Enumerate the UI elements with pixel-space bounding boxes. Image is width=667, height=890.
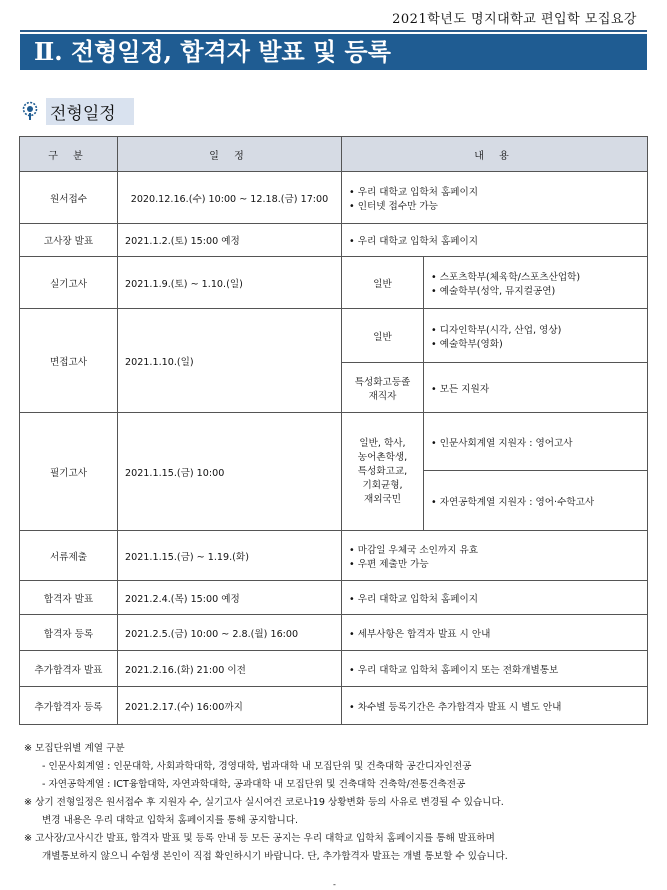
table-row <box>20 581 648 615</box>
row-category: 필기고사 <box>20 413 118 531</box>
schedule-table <box>19 136 648 725</box>
row-content: • 우리 대학교 입학처 홈페이지 <box>342 224 648 257</box>
row-date: 2021.2.16.(화) 21:00 이전 <box>118 651 342 687</box>
table-row <box>20 687 648 725</box>
table-row <box>20 257 648 309</box>
row-date: 2021.2.17.(수) 16:00까지 <box>118 687 342 725</box>
row-category: 서류제출 <box>20 531 118 581</box>
row-content: • 우리 대학교 입학처 홈페이지 • 인터넷 접수만 가능 <box>342 172 648 224</box>
note-item: 변경 내용은 우리 대학교 입학처 홈페이지를 통해 공지합니다. <box>42 815 299 826</box>
row-date: 2020.12.16.(수) 10:00 ~ 12.18.(금) 17:00 <box>118 172 342 224</box>
row-content: • 자연공학계열 지원자 : 영어·수학고사 <box>424 471 648 531</box>
row-date: 2021.1.15.(금) ~ 1.19.(화) <box>118 531 342 581</box>
row-category: 합격자 발표 <box>20 581 118 615</box>
row-date: 2021.1.2.(토) 15:00 예정 <box>118 224 342 257</box>
note-item: - 인문사회계열 : 인문대학, 사회과학대학, 경영대학, 법과대학 내 모집단위 및 건축대학 공간디자인전공 <box>42 761 472 772</box>
row-subcategory: 일반 <box>342 257 424 309</box>
row-content: • 우리 대학교 입학처 홈페이지 <box>342 581 648 615</box>
row-date: 2021.1.15.(금) 10:00 <box>118 413 342 531</box>
row-category: 고사장 발표 <box>20 224 118 257</box>
row-subcategory: 특성화고등졸 재직자 <box>342 363 424 413</box>
table-row <box>20 309 648 363</box>
document-header: 2021학년도 명지대학교 편입학 모집요강 <box>392 12 637 27</box>
row-date: 2021.1.9.(토) ~ 1.10.(일) <box>118 257 342 309</box>
row-content: • 우리 대학교 입학처 홈페이지 또는 전화개별통보 <box>342 651 648 687</box>
row-date: 2021.2.5.(금) 10:00 ~ 2.8.(월) 16:00 <box>118 615 342 651</box>
row-date: 2021.1.10.(일) <box>118 309 342 413</box>
row-content: • 모든 지원자 <box>424 363 648 413</box>
subsection-title: 전형일정 <box>46 98 134 125</box>
note-item: 개별통보하지 않으니 수험생 본인이 직접 확인하시기 바랍니다. 단, 추가합격자 발표는 개별 통보할 수 있습니다. <box>42 851 508 862</box>
header-content: 내 용 <box>342 137 648 172</box>
table-row <box>20 413 648 471</box>
row-category: 원서접수 <box>20 172 118 224</box>
table-header-row <box>20 137 648 172</box>
table-row <box>20 651 648 687</box>
row-category: 실기고사 <box>20 257 118 309</box>
row-content: • 인문사회계열 지원자 : 영어고사 <box>424 413 648 471</box>
row-content: • 차수별 등록기간은 추가합격자 발표 시 별도 안내 <box>342 687 648 725</box>
note-item: ※ 고사장/고사시간 발표, 합격자 발표 및 등록 안내 등 모든 공지는 우리 대학교 입학처 홈페이지를 통해 발표하며 <box>24 833 495 844</box>
table-row <box>20 615 648 651</box>
row-subcategory: 일반 <box>342 309 424 363</box>
table-row <box>20 224 648 257</box>
row-category: 면접고사 <box>20 309 118 413</box>
note-heading: ※ 모집단위별 계열 구분 <box>24 743 125 754</box>
table-row <box>20 172 648 224</box>
note-item: - 자연공학계열 : ICT융합대학, 자연과학대학, 공과대학 내 모집단위 및 건축대학 건축학/전통건축전공 <box>42 779 466 790</box>
row-subcategory: 일반, 학사, 농어촌학생, 특성화고교, 기회균형, 재외국민 <box>342 413 424 531</box>
row-content: • 디자인학부(시각, 산업, 영상) • 예술학부(영화) <box>424 309 648 363</box>
note-item: ※ 상기 전형일정은 원서접수 후 지원자 수, 실기고사 실시여건 코로나19 상황변화 등의 사유로 변경될 수 있습니다. <box>24 797 504 808</box>
subsection-heading <box>20 98 134 124</box>
header-category: 구 분 <box>20 137 118 172</box>
table-row <box>20 531 648 581</box>
row-category: 합격자 등록 <box>20 615 118 651</box>
header-divider <box>20 30 647 32</box>
row-content: • 마감일 우체국 소인까지 유효 • 우편 제출만 가능 <box>342 531 648 581</box>
row-content: • 세부사항은 합격자 발표 시 안내 <box>342 615 648 651</box>
header-schedule: 일 정 <box>118 137 342 172</box>
section-banner: Ⅱ. 전형일정, 합격자 발표 및 등록 <box>20 34 647 70</box>
notes-block <box>24 740 646 866</box>
page-footer-mark: - <box>333 880 336 889</box>
row-date: 2021.2.4.(목) 15:00 예정 <box>118 581 342 615</box>
row-category: 추가합격자 발표 <box>20 651 118 687</box>
row-content: • 스포츠학부(체육학/스포츠산업학) • 예술학부(성악, 뮤지컬공연) <box>424 257 648 309</box>
row-category: 추가합격자 등록 <box>20 687 118 725</box>
tree-icon <box>20 101 40 121</box>
